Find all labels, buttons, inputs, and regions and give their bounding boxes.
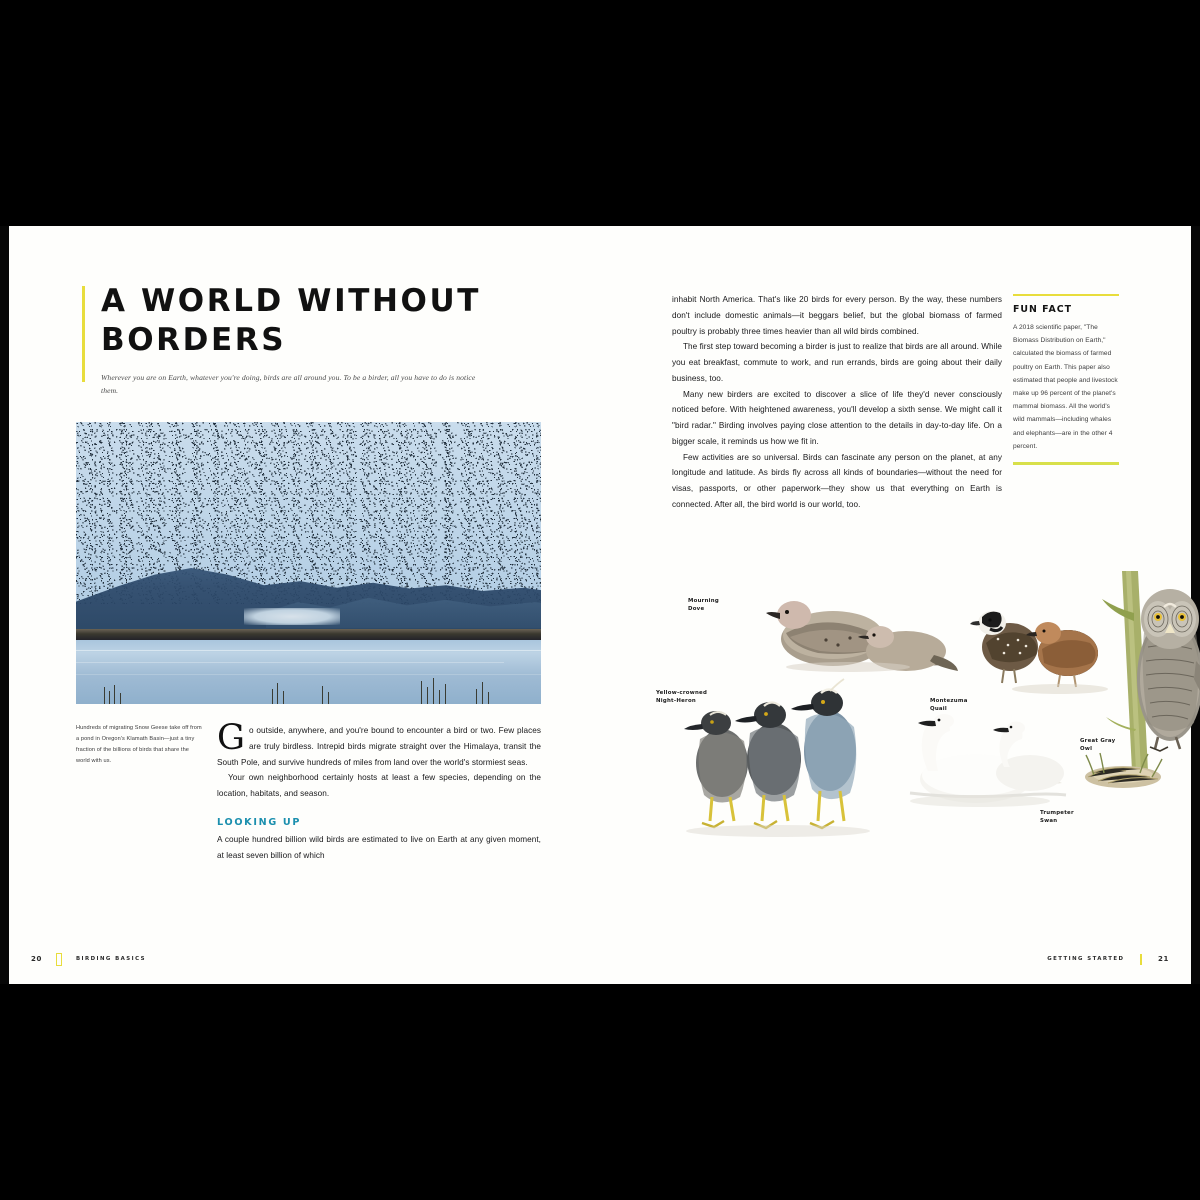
montezuma-quail-illustration [968,591,1118,696]
fun-fact-body: A 2018 scientific paper, "The Biomass Distribution on Earth," calculated the biomass of farmed poultry on Earth. This paper also estimated that people and livestock make up 96 percent of the planet's mammal biomass. All the world's wild mammals—including whales and elephants—are in the other 4 percent. [1013,324,1118,450]
right-paragraph-3: Many new birders are excited to discover a slice of life they'd never consciously noticed before. With heightened awareness, you'll develop a sixth sense. We might call it "bird radar." Birding involves paying close attention to the details in day-to-day life. On a bigger scale, it reminds us how we fit in. [672,389,1002,446]
footer-divider-tick [1140,954,1142,965]
right-paragraph-2: The first step toward becoming a birder is just to realize that birds are all around. While you eat breakfast, commute to work, and run errands, birds are going about their daily business, too. [672,342,1002,383]
right-paragraph-1: inhabit North America. That's like 20 birds for every person. By the way, these numbers don't include domestic animals—it beggars belief, but the global biomass of farmed poultry is probably three times heavier than all wild birds combined. [672,295,1002,336]
bird-label-montezuma-quail: Montezuma Quail [930,698,968,713]
body-paragraph-3: A couple hundred billion wild birds are estimated to live on Earth at any given moment, at least seven billion of which [217,834,541,860]
letterbox-bottom [0,984,1200,1200]
bird-label-yellow-crowned-night-heron: Yellow-crowned Night-Heron [656,690,708,705]
fun-fact-rule-bottom [1013,462,1119,465]
photo-shoreline [76,629,541,640]
photo-lake [76,640,541,704]
drop-cap: G [217,718,246,758]
bird-label-trumpeter-swan: Trumpeter Swan [1040,810,1074,825]
headline-accent-rule [82,286,85,382]
photo-caption: Hundreds of migrating Snow Geese take off from a pond in Oregon's Klamath Basin—just a tiny fraction of the billions of birds that share the world with us. [76,725,202,764]
bird-label-mourning-dove: Mourning Dove [688,598,719,613]
yellow-crowned-night-heron-illustration [678,671,878,841]
left-body-column [217,718,541,863]
page-right [600,226,1191,984]
photo-snow-patch [244,608,340,625]
trumpeter-swan-illustration [898,701,1068,821]
body-paragraph-2: Your own neighborhood certainly hosts at least a few species, depending on the location, habitats, and season. [217,773,541,798]
folio-left: 20 [31,955,42,963]
folio-right: 21 [1158,955,1169,963]
right-paragraph-4: Few activities are so universal. Birds can fascinate any person on the planet, at any longitude and latitude. As birds fly across all kinds of boundaries—without the need for visas, passports, or other paperwork—they show us that everything on Earth is connected. After all, the bird world is our world, too. [672,452,1002,509]
book-spread [0,226,1200,984]
fun-fact-title: FUN FACT [1013,304,1072,315]
right-body-column [672,292,1002,513]
body-paragraph-1-text: o outside, anywhere, and you're bound to encounter a bird or two. Few places are truly birdless. Intrepid birds migrate straight over the Himalaya, transit the South Pole, and survive hundreds of miles from land over the world's stormiest seas. [217,726,541,767]
section-subhead-looking-up: LOOKING UP [217,816,302,828]
bird-illustration-group [658,571,1178,891]
footer-right [1047,952,1169,966]
footer-left [31,952,146,966]
fun-fact-rule-top [1013,294,1119,296]
running-head-left: BIRDING BASICS [75,956,146,962]
running-head-right: GETTING STARTED [1047,956,1125,962]
fun-fact-sidebar [1013,294,1119,465]
letterbox-top [0,0,1200,226]
bird-label-great-gray-owl: Great Gray Owl [1080,738,1116,753]
photo-sky-with-birds [76,422,541,604]
page-deck: Wherever you are on Earth, whatever you're doing, birds are all around you. To be a birder, all you have to do is notice them. [101,373,476,396]
body-paragraph-1 [217,718,541,770]
page-left [9,226,600,984]
spread-edge-left [0,226,9,984]
nest-grass-illustration [1078,751,1168,791]
national-geographic-logo-icon [56,953,62,966]
snow-geese-flock-photo [76,422,541,704]
page-title: A WORLD WITHOUT BORDERS [101,283,481,359]
